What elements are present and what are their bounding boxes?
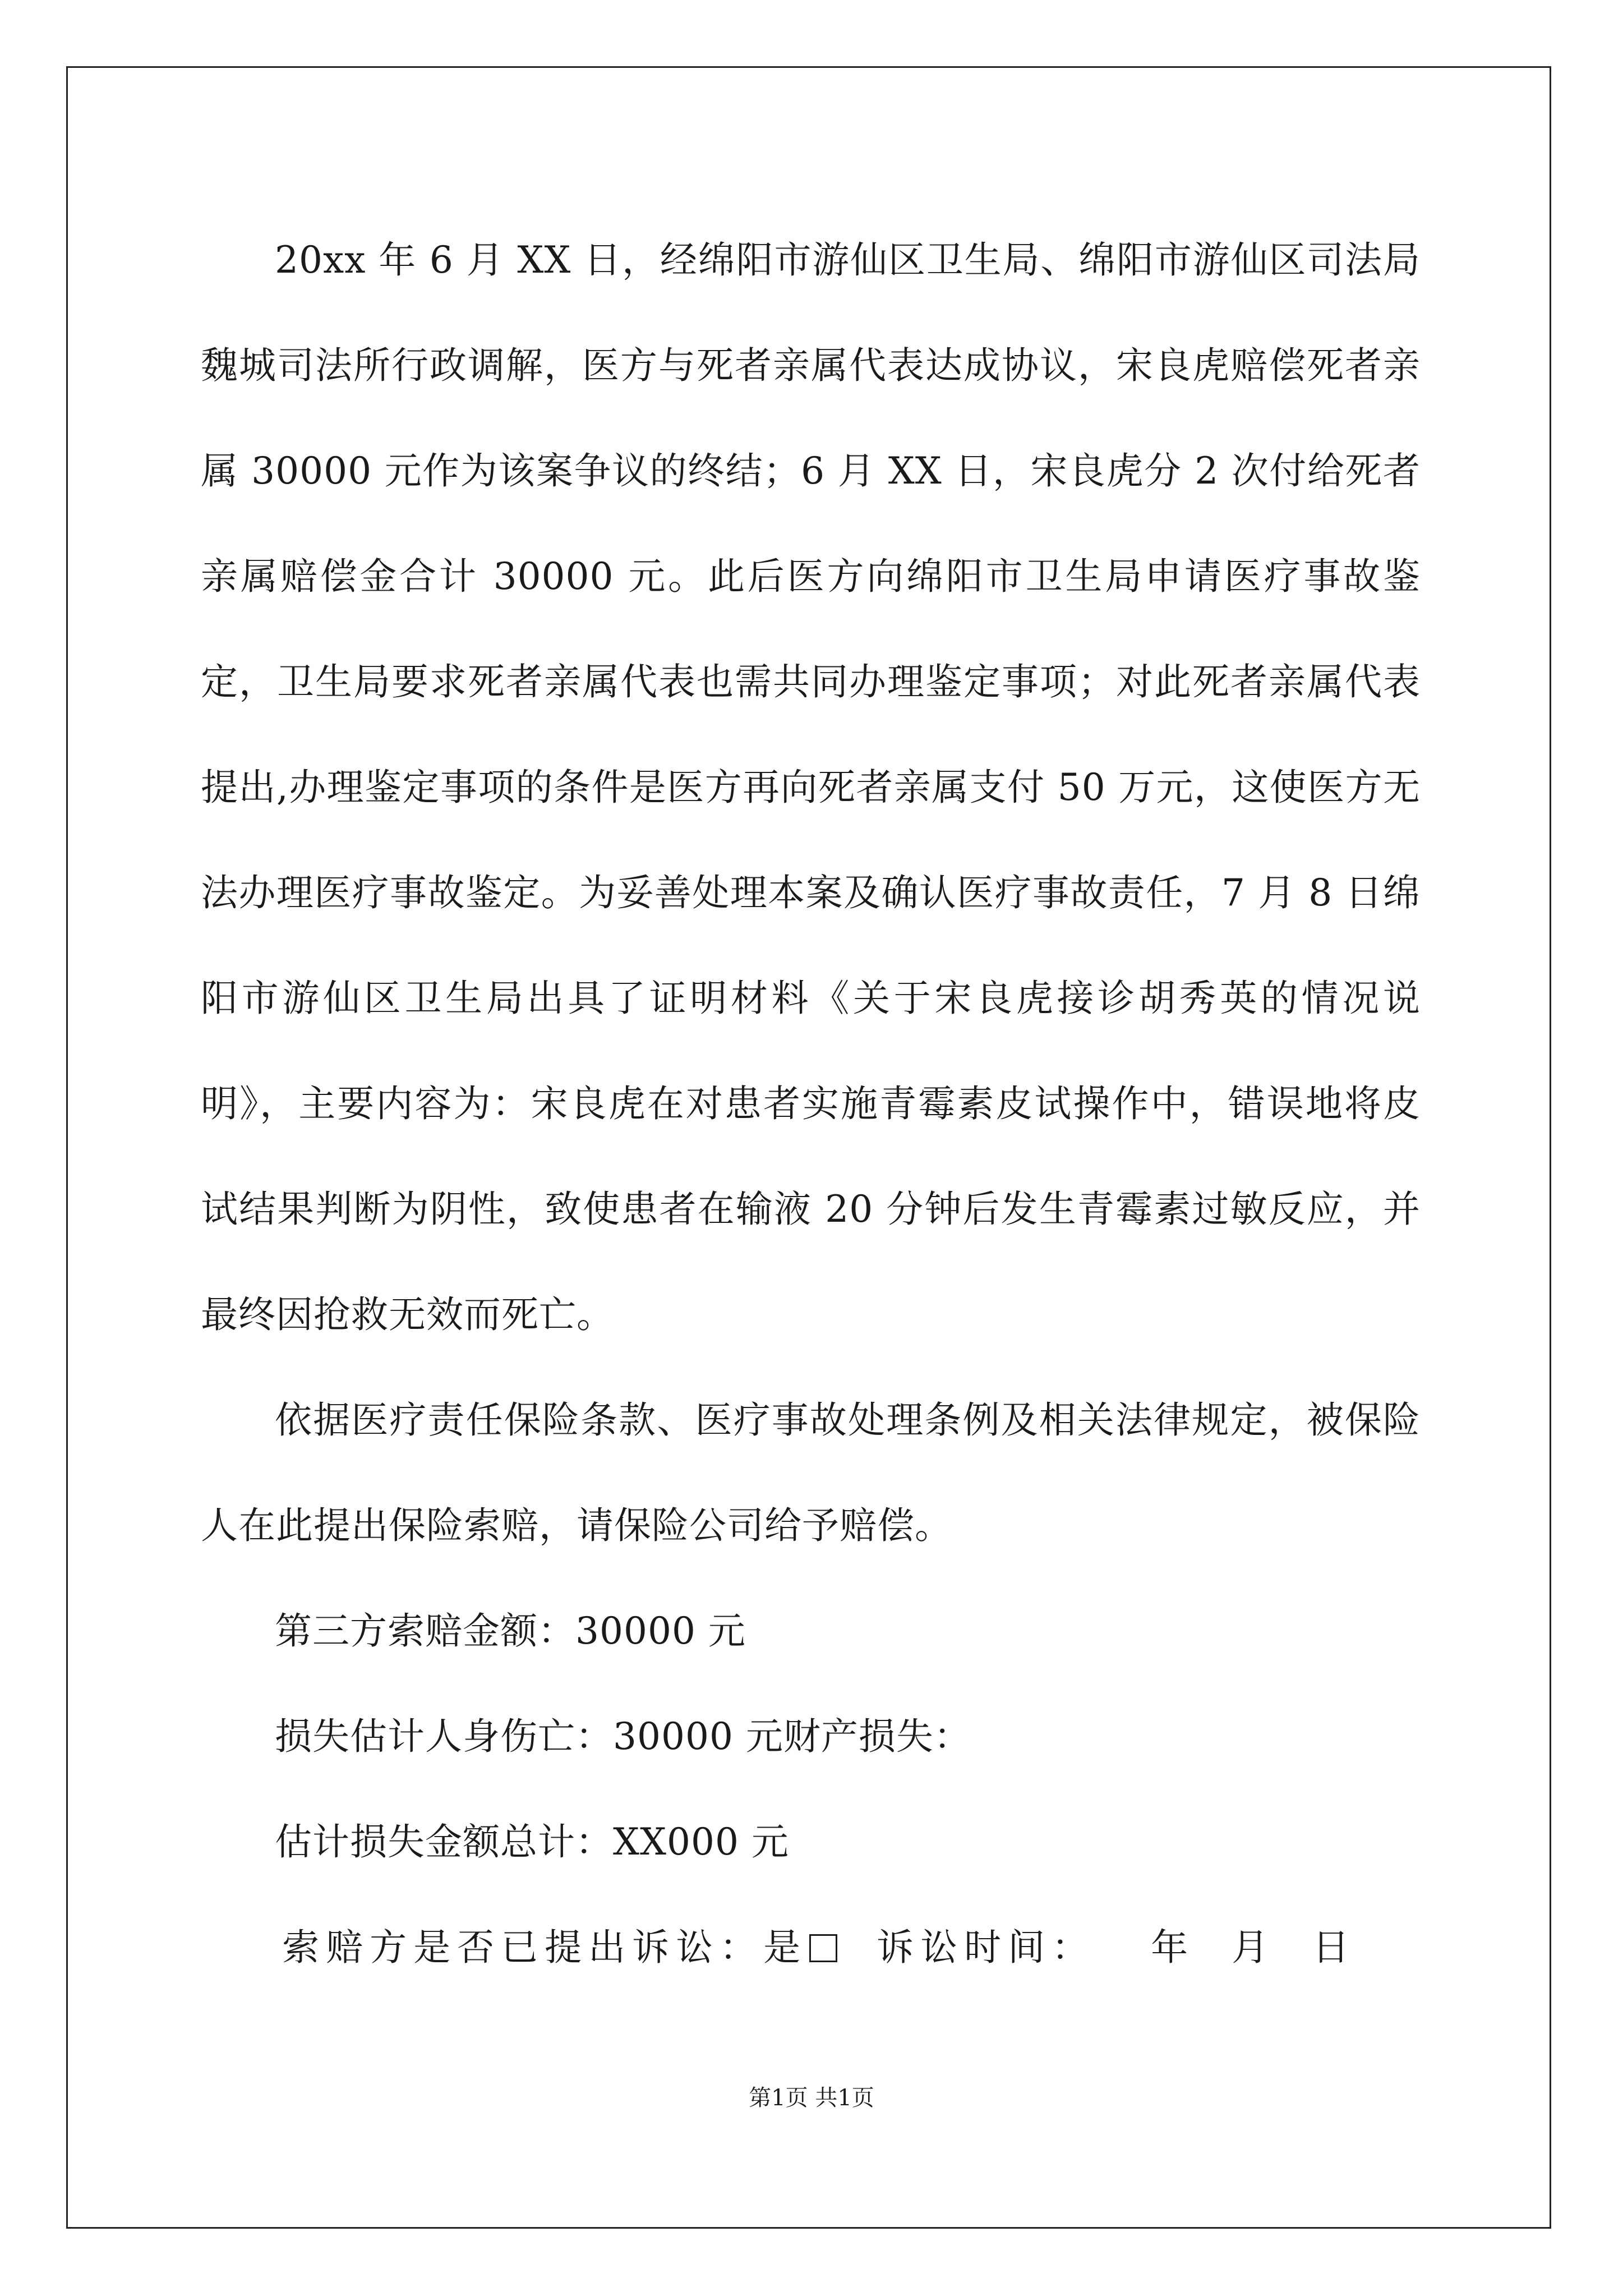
- paragraph-claim-request: 依据医疗责任保险条款、医疗事故处理条例及相关法律规定，被保险人在此提出保险索赔，请保险公司给予赔偿。: [201, 1398, 1421, 1547]
- claim-amount-line: 第三方索赔金额：30000 元: [275, 1609, 746, 1653]
- lawsuit-time-label: 诉讼时间： 年 月 日: [840, 1926, 1357, 1969]
- lawsuit-question: 索赔方是否已提出诉讼：是: [282, 1926, 808, 1969]
- document-body: [201, 208, 1421, 2000]
- loss-estimate-line: 损失估计人身伤亡：30000 元财产损失：: [275, 1715, 971, 1758]
- lawsuit-checkbox[interactable]: [809, 1934, 837, 1962]
- total-loss-line: 估计损失金额总计：XX000 元: [275, 1820, 789, 1864]
- paragraph-case-details: 20xx 年 6 月 XX 日，经绵阳市游仙区卫生局、绵阳市游仙区司法局魏城司法所行政调解，医方与死者亲属代表达成协议，宋良虎赔偿死者亲属 30000 元作为该案争议的终结；6 月 XX 日，宋良虎分 2 次付给死者亲属赔偿金合计 30000 元。此后医方向绵阳市卫生局申请医疗事故鉴定，卫生局要求死者亲属代表也需共同办理鉴定事项；对此死者亲属代表提出,办理鉴定事项的条件是医方再向死者亲属支付 50 万元，这使医方无法办理医疗事故鉴定。为妥善处理本案及确认医疗事故责任，7 月 8 日绵阳市游仙区卫生局出具了证明材料《关于宋良虎接诊胡秀英的情况说明》，主要内容为：宋良虎在对患者实施青霉素皮试操作中，错误地将皮试结果判断为阴性，致使患者在输液 20 分钟后发生青霉素过敏反应，并最终因抢救无效而死亡。: [201, 238, 1421, 1336]
- page-footer: 第1页 共1页: [749, 2085, 874, 2111]
- lawsuit-line: [201, 1895, 1421, 2000]
